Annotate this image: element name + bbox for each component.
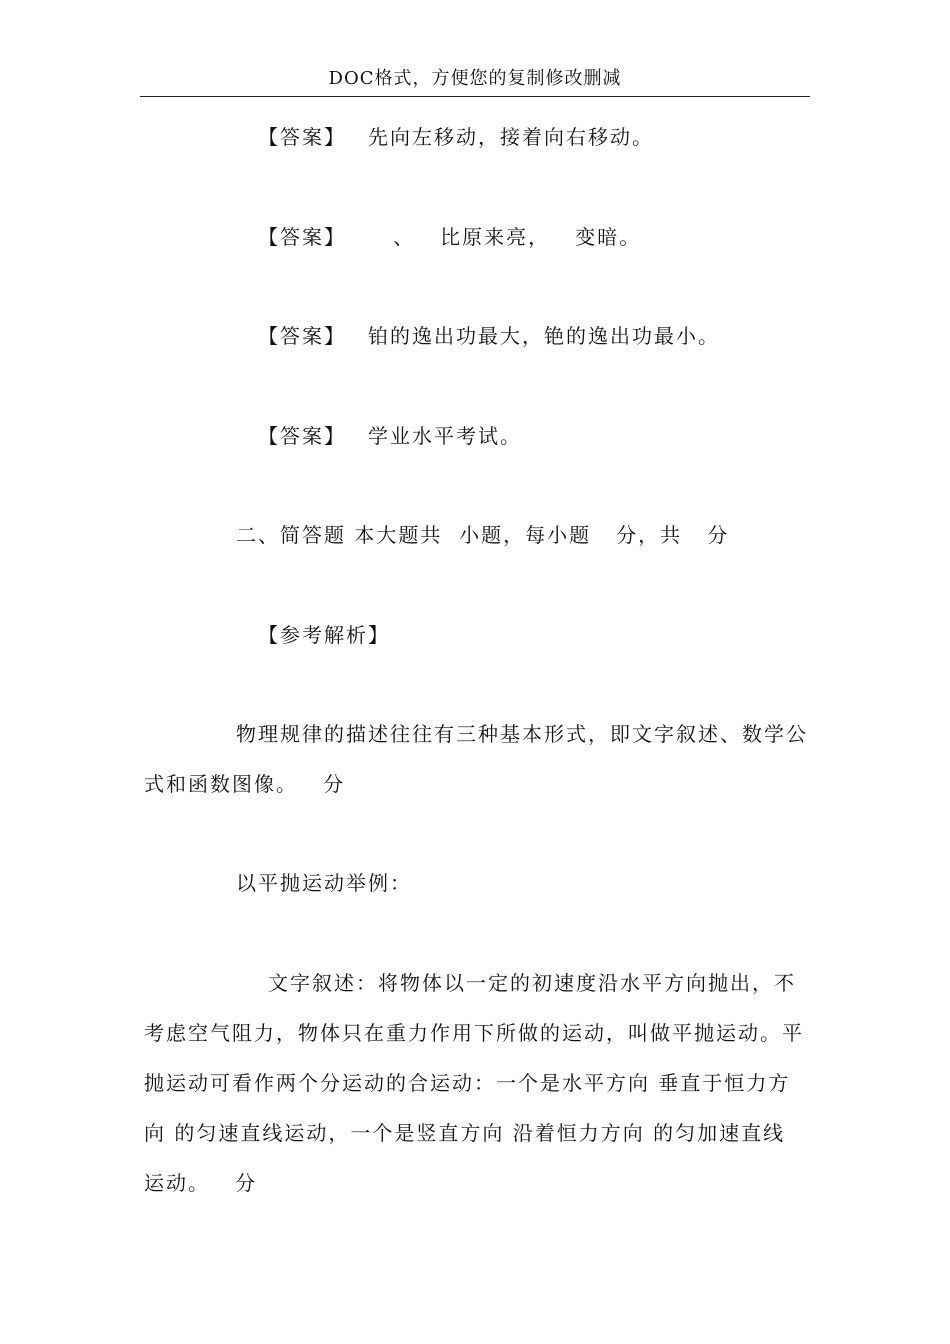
answer-label: 【答案】 [258,225,346,249]
paragraph-line: 运动。 分 [144,1171,258,1195]
answer-label: 【答案】 [258,424,346,448]
paragraph-line: 考虑空气阻力，物体只在重力作用下所做的运动，叫做平抛运动。平 [144,1021,804,1045]
answer-text: 铂的逸出功最大，铯的逸出功最小。 [368,324,720,348]
reference-label: 【参考解析】 [258,623,390,647]
section-heading: 二、简答题 本大题共 小题，每小题 分，共 分 [236,523,730,547]
answer-text: 学业水平考试。 [368,424,522,448]
paragraph-line: 物理规律的描述往往有三种基本形式，即文字叙述、数学公 [236,722,808,746]
page-header [140,58,810,97]
answer-label: 【答案】 [258,324,346,348]
answer-label: 【答案】 [258,125,346,149]
header-text: DOC格式，方便您的复制修改删减 [328,68,622,89]
answer-text: 先向左移动，接着向右移动。 [368,125,654,149]
paragraph-line: 文字叙述：将物体以一定的初速度沿水平方向抛出，不 [268,971,796,995]
paragraph-line: 式和函数图像。 分 [144,772,346,796]
example-intro: 以平抛运动举例： [236,871,412,895]
paragraph-line: 向 的匀速直线运动，一个是竖直方向 沿着恒力方向 的匀加速直线 [144,1121,786,1145]
paragraph-line: 抛运动可看作两个分运动的合运动：一个是水平方向 垂直于恒力方 [144,1071,791,1095]
answer-text: 、 比原来亮， 变暗。 [368,225,642,249]
